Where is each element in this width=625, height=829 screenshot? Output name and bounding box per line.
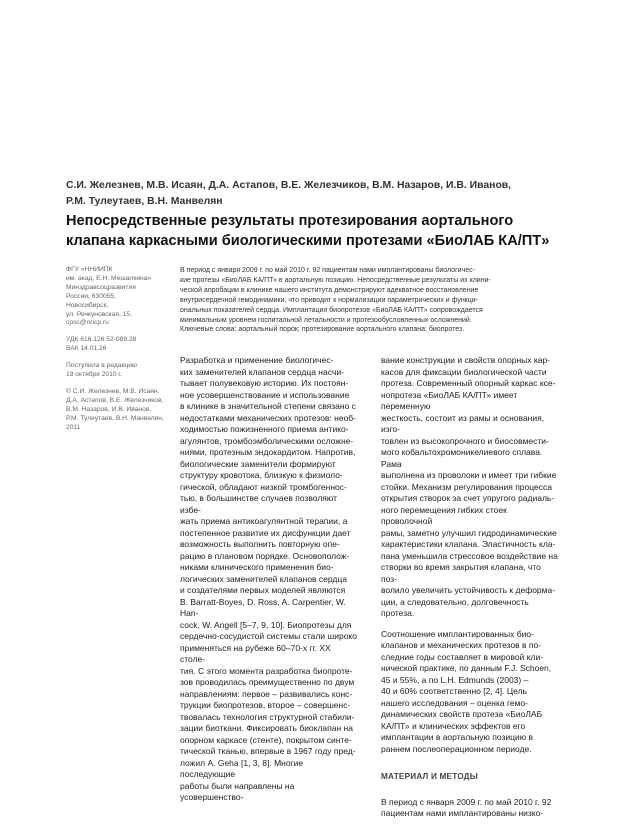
text-line: В период с января 2009 г. по май 2010 г. 92 bbox=[381, 796, 552, 807]
text-line: Соотношение имплантированных био- bbox=[381, 628, 534, 639]
text-line: применяться на рубеже 60–70-х гг. XX столе- bbox=[180, 642, 331, 664]
text-line: пана уменьшила стрессовое воздействие на bbox=[381, 550, 558, 561]
text-line: протеза. Современный опорный каркас ксе- bbox=[381, 378, 556, 388]
text-line: сердечно-сосудистой системы стали широко bbox=[180, 631, 357, 641]
udc-code: УДК 616.126.52-089.28 bbox=[66, 336, 137, 344]
text-line: КА/ПТ» и клинических эффектов его bbox=[381, 720, 526, 731]
affiliation-line: ФГУ «ННИИПК bbox=[66, 266, 113, 273]
paragraph bbox=[381, 797, 559, 820]
text-line: B. Barratt-Boyes, D. Ross, A. Carpentier, W. Han- bbox=[180, 596, 346, 618]
text-line: и создателями первых моделей являются bbox=[180, 585, 346, 595]
text-line: нопротеза «БиоЛАБ КА/ПТ» имеет переменную bbox=[381, 389, 518, 411]
affiliation-line: им. акад. Е.Н. Мешалкина» bbox=[66, 274, 152, 282]
text-line: ких заменителей клапанов сердца насчи- bbox=[180, 366, 344, 377]
text-line: нашего исследования – оценка гемо- bbox=[381, 697, 529, 708]
received-label: Поступила в редакцию bbox=[66, 362, 138, 370]
text-line: товлен из высокопрочного и биосовмести- bbox=[381, 435, 549, 446]
text-line: никами клинического применения био- bbox=[180, 562, 334, 572]
text-line: открытия створок за счет упругого радиаль- bbox=[381, 493, 555, 503]
vak-code: ВАК 14.01.26 bbox=[66, 345, 107, 353]
text-line: ное усовершенствование и использование bbox=[180, 389, 350, 400]
abstract-line: минимальным уровнем госпитальной летальности и протезообусловленных осложнений. bbox=[180, 316, 472, 324]
paragraph bbox=[381, 629, 559, 756]
text-line: волило увеличить устойчивость к деформа- bbox=[381, 585, 556, 595]
article-title bbox=[66, 211, 586, 251]
text-line: характеристики клапана. Эластичность кла- bbox=[381, 539, 556, 549]
text-line: структуру кровотока, близкую к физиоло- bbox=[180, 470, 343, 480]
abstract-line: внутрисердечной гемодинамики, что приводит к нормализации параметрических и функци- bbox=[180, 296, 478, 304]
text-line: мого кобальтохромоникелиевого сплава. Рама bbox=[381, 447, 543, 469]
section-heading: МАТЕРИАЛ И МЕТОДЫ bbox=[381, 772, 478, 781]
text-line: жать приема антикоагулянтной терапии, а bbox=[180, 516, 348, 526]
text-line: гической, обладают низкой тромбогеннос- bbox=[180, 481, 347, 492]
text-line: створки во время закрытия клапана, что поз- bbox=[381, 562, 541, 584]
text-line: зов проводилась преимущественно по двум bbox=[180, 677, 355, 687]
text-line: ходимостью пожизненного приема антико- bbox=[180, 424, 349, 434]
text-line: агулянтов, тромбоэмболическими осложне- bbox=[180, 435, 354, 446]
text-line: биологические заменители формируют bbox=[180, 458, 336, 469]
affiliation-line: ул. Речкуновская, 15, bbox=[66, 310, 132, 318]
text-line: возможность выполнить повторную опе- bbox=[180, 539, 340, 549]
text-line: раннем послеоперационном периоде. bbox=[381, 743, 532, 754]
text-line: логических заменителей клапанов сердца bbox=[180, 573, 347, 584]
text-line: ложил A. Geha [1, 3, 8]. Многие последующие bbox=[180, 757, 304, 779]
text-line: ниями, протезным эндокардитом. Напротив, bbox=[180, 447, 356, 457]
abstract-line: кие протезы «БиоЛАБ КА/ПТ» в аортальную позицию. Непосредственные результаты их клини- bbox=[180, 276, 491, 284]
text-line: работы были направлены на усовершенство- bbox=[180, 780, 295, 802]
text-line: вание конструкции и свойств опорных кар- bbox=[381, 355, 551, 365]
affiliation-email: cpsc@nricp.ru bbox=[66, 319, 109, 327]
abstract-line: ческой апробации в клинике нашего института демонстрируют адекватное восстановление bbox=[180, 286, 479, 294]
text-line: опорном каркасе (стенте), покрытом синте- bbox=[180, 734, 352, 745]
paragraph bbox=[180, 355, 358, 804]
text-line: ции, а следовательно, долговечность протеза. bbox=[381, 596, 529, 618]
authors-line-1: С.И. Железнев, М.В. Исаян, Д.А. Астапов, В.Е. Железчиков, В.М. Назаров, И.В. Иванов, bbox=[66, 180, 512, 191]
copyright-line: 2011 bbox=[66, 423, 81, 431]
body-column-1 bbox=[180, 355, 358, 813]
text-line: рамы, заметно улучшил гидродинамические bbox=[381, 527, 557, 538]
received-value: 19 октября 2010 г. bbox=[66, 371, 122, 379]
authors bbox=[66, 178, 566, 210]
text-line: пациентам нами имплантированы низко- bbox=[381, 808, 544, 818]
affiliation-block bbox=[66, 266, 172, 328]
text-line: зации биоткани. Фиксировать биоклапан на bbox=[180, 723, 353, 733]
text-line: выполнена из проволоки и имеет три гибкие bbox=[381, 470, 557, 480]
keywords-line: Ключевые слова: аортальный порок; протезирование аортального клапана; биопротез. bbox=[180, 326, 465, 334]
copyright-line: Д.А. Астапов, В.Е. Железчиков, bbox=[66, 396, 164, 404]
text-line: cock, W. Angell [5–7, 9, 10]. Биопротезы для bbox=[180, 619, 352, 630]
text-line: нической практике, по данным F.J. Schoen, bbox=[381, 663, 552, 673]
abstract-line: ональных показателей сердца. Имплантация биопротезов «БиоЛАБ КА/ПТ» сопровождается bbox=[180, 306, 483, 314]
copyright-block bbox=[66, 388, 172, 433]
text-line: Разработка и применение биологичес- bbox=[180, 355, 334, 365]
affiliation-line: России, 630055, bbox=[66, 292, 116, 300]
abstract-line: В период с января 2009 г. по май 2010 г. 92 пациентам нами имплантированы биологичес- bbox=[180, 267, 475, 274]
text-line: трукции биопротезов, второе – совершенс- bbox=[180, 700, 351, 710]
text-line: в клинике в значительной степени связано с bbox=[180, 401, 356, 411]
text-line: ного перемещения гибких стоек проволочной bbox=[381, 504, 507, 526]
text-line: постепенное развитие их дисфункции дает bbox=[180, 527, 351, 538]
text-line: динамических свойств протеза «БиоЛАБ bbox=[381, 709, 543, 719]
text-line: недостатками механических протезов: необ- bbox=[180, 412, 357, 423]
text-line: направлениям: первое – развивались конс- bbox=[180, 688, 353, 699]
affiliation-line: Новосибирск, bbox=[66, 301, 109, 309]
received-date bbox=[66, 362, 172, 380]
classification-codes bbox=[66, 336, 172, 354]
affiliation-line: Минздравсоцразвития bbox=[66, 283, 136, 291]
text-line: твовалась технология структурной стабили- bbox=[180, 711, 355, 722]
text-line: имплантации в аортальную позицию в bbox=[381, 732, 534, 742]
text-line: стойки. Механизм регулирования процесса bbox=[381, 481, 552, 492]
text-line: жесткость, состоит из рамы и основания, изго- bbox=[381, 412, 545, 434]
text-line: касов для фиксации биологической части bbox=[381, 366, 547, 377]
title-line-2: клапана каркасными биологическими протезами «БиоЛАБ КА/ПТ» bbox=[66, 233, 550, 249]
copyright-line: В.М. Назаров, И.В. Иванов, bbox=[66, 405, 152, 413]
authors-line-2: Р.М. Тулеутаев, В.Н. Манвелян bbox=[66, 196, 223, 207]
text-line: тия. С этого момента разработка биопроте- bbox=[180, 665, 353, 676]
text-line: следние годы составляет в мировой кли- bbox=[381, 651, 544, 662]
text-line: 45 и 55%, а по L.H. Edmunds (2003) – bbox=[381, 674, 529, 685]
body-column-2 bbox=[381, 355, 559, 829]
title-line-1: Непосредственные результаты протезирования аортального bbox=[66, 213, 514, 229]
copyright-line: © С.И. Железнев, М.В. Исаян, bbox=[66, 387, 160, 395]
sidebar-meta bbox=[66, 266, 172, 441]
text-line: тической тканью, впервые в 1967 году пред- bbox=[180, 746, 356, 756]
text-line: 40 и 60% соответственно [2, 4]. Цель bbox=[381, 686, 527, 696]
abstract bbox=[180, 266, 564, 335]
copyright-line: Р.М. Тулеутаев, В.Н. Манвелян, bbox=[66, 414, 164, 422]
paragraph bbox=[381, 355, 559, 620]
text-line: тью, в большинстве случаев позволяют избе- bbox=[180, 493, 337, 515]
text-line: рацию в плановом порядке. Основополож- bbox=[180, 550, 350, 561]
text-line: клапанов и механических протезов в по- bbox=[381, 640, 542, 650]
text-line: тывает полувековую историю. Их постоян- bbox=[180, 378, 349, 388]
